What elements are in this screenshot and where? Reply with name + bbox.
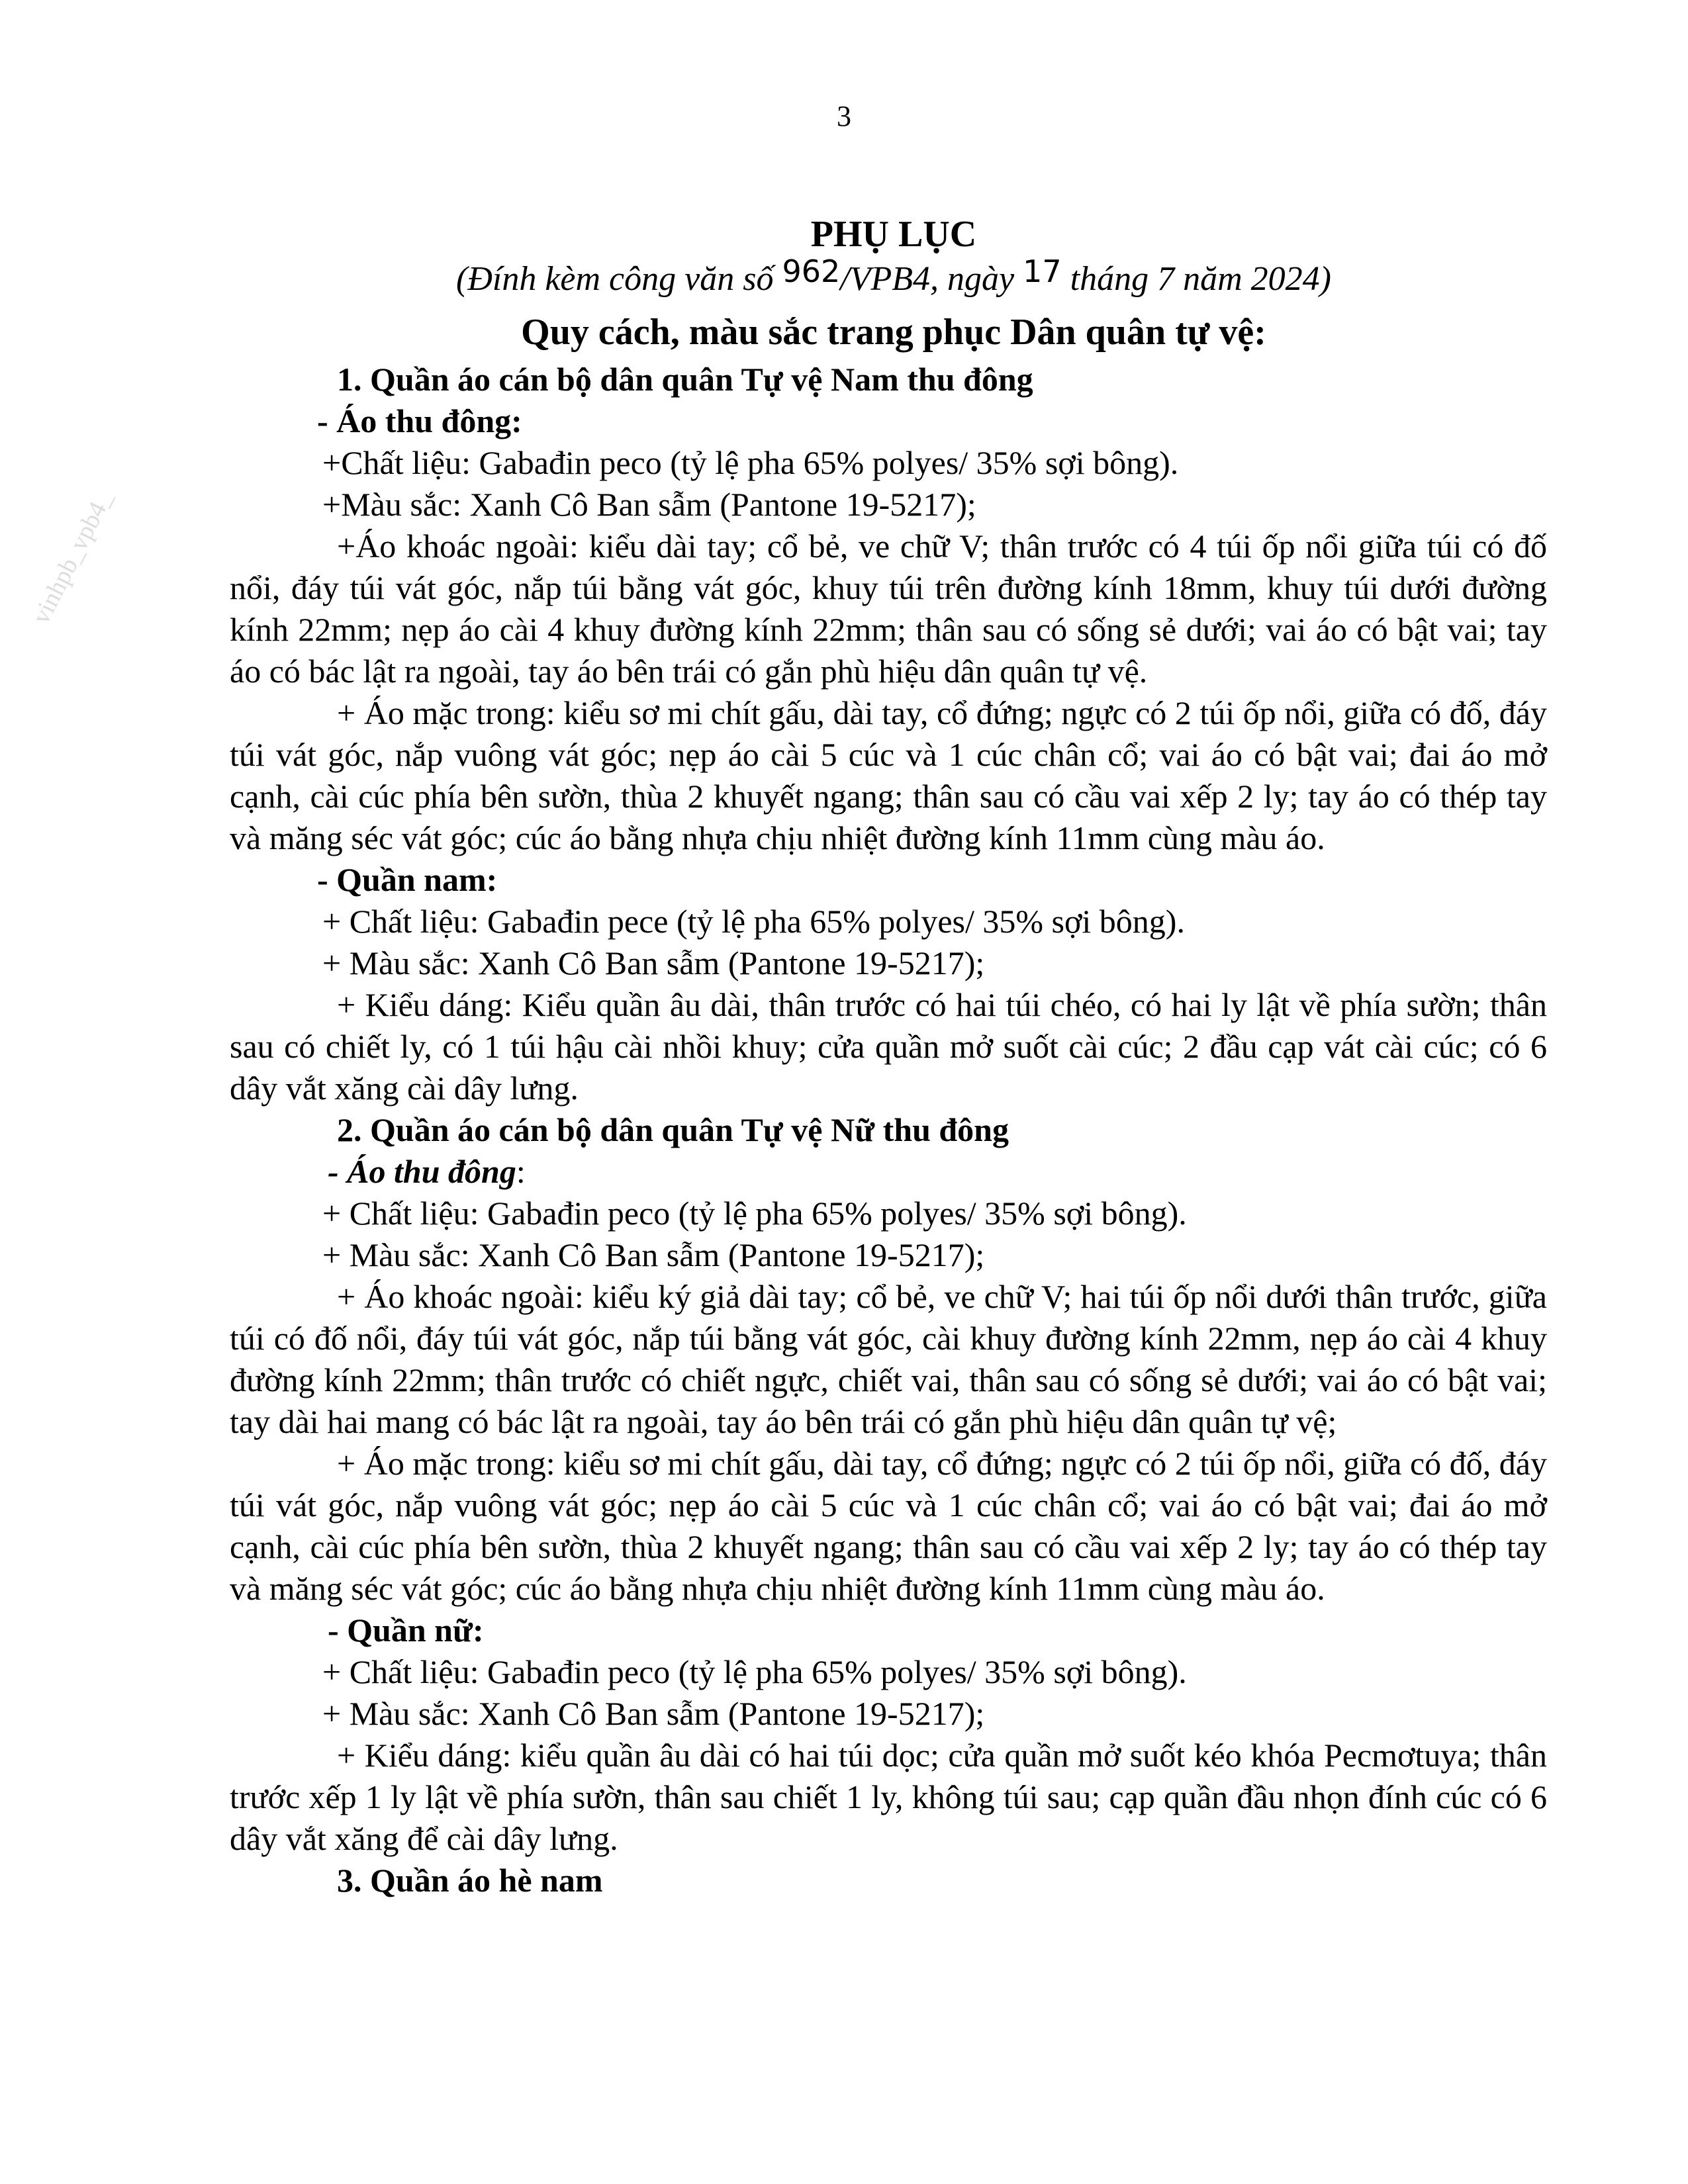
reference-number: 962 bbox=[782, 253, 841, 289]
spec-paragraph: + Áo khoác ngoài: kiểu ký giả dài tay; cổ bẻ, ve chữ V; hai túi ốp nổi dưới thân trước, giữa túi có đố nổi, đáy túi vát góc, nắp túi bằng vát góc, cài khuy đường kính 22mm, nẹp áo cài 4 khuy đường kính 22mm; thân trước có chiết ngực, chiết vai, thân sau có sống sẻ dưới; vai áo có bật vai; tay dài hai mang có bác lật ra ngoài, tay áo bên trái có gắn phù hiệu dân quân tự vệ; bbox=[230, 1278, 1547, 1440]
reference-prefix: (Đính kèm công văn số bbox=[456, 260, 774, 298]
spec-line: + Màu sắc: Xanh Cô Ban sẫm (Pantone 19-5217); bbox=[322, 1695, 985, 1732]
spec-line: + Màu sắc: Xanh Cô Ban sẫm (Pantone 19-5217); bbox=[322, 944, 985, 981]
spec-paragraph: + Kiểu dáng: kiểu quần âu dài có hai túi dọc; cửa quần mở suốt kéo khóa Pecmơtuya; thân trước xếp 1 ly lật về phía sườn, thân sau chiết 1 ly, không túi sau; cạp quần đầu nhọn đính cúc có 6 dây vắt xăng để cài dây lưng. bbox=[230, 1737, 1547, 1857]
spec-paragraph: + Áo mặc trong: kiểu sơ mi chít gấu, dài tay, cổ đứng; ngực có 2 túi ốp nổi, giữa có đố, đáy túi vát góc, nắp vuông vát góc; nẹp áo cài 5 cúc và 1 cúc chân cổ; vai áo có bật vai; đai áo mở cạnh, cài cúc phía bên sườn, thùa 2 khuyết ngang; thân sau có cầu vai xếp 2 ly; tay áo có thép tay và măng séc vát góc; cúc áo bằng nhựa chịu nhiệt đường kính 11mm cùng màu áo. bbox=[230, 694, 1547, 856]
reference-line bbox=[0, 253, 1688, 298]
subsection-heading bbox=[230, 1151, 1547, 1193]
page-number: 3 bbox=[837, 100, 851, 132]
document-body bbox=[230, 359, 1547, 1901]
spec-paragraph: + Kiểu dáng: Kiểu quần âu dài, thân trước có hai túi chéo, có hai ly lật về phía sườn; thân sau có chiết ly, có 1 túi hậu cài nhồi khuy; cửa quần mở suốt cài cúc; 2 đầu cạp vát cài cúc; có 6 dây vắt xăng cài dây lưng. bbox=[230, 986, 1547, 1107]
spec-line: + Chất liệu: Gabađin peco (tỷ lệ pha 65% polyes/ 35% sợi bông). bbox=[322, 1653, 1187, 1690]
appendix-title: PHỤ LỤC bbox=[810, 214, 977, 255]
subsection-heading: - Quần nam: bbox=[317, 861, 498, 898]
spec-paragraph: +Áo khoác ngoài: kiểu dài tay; cổ bẻ, ve chữ V; thân trước có 4 túi ốp nổi giữa túi có đố nổi, đáy túi vát góc, nắp túi bằng vát góc, khuy túi trên đường kính 18mm, khuy túi dưới đường kính 22mm; nẹp áo cài 4 khuy đường kính 22mm; thân sau có sống sẻ dưới; vai áo có bật vai; tay áo có bác lật ra ngoài, tay áo bên trái có gắn phù hiệu dân quân tự vệ. bbox=[230, 527, 1547, 690]
spec-line: + Màu sắc: Xanh Cô Ban sẫm (Pantone 19-5217); bbox=[322, 1236, 985, 1273]
spec-line: + Chất liệu: Gabađin peco (tỷ lệ pha 65% polyes/ 35% sợi bông). bbox=[322, 1195, 1187, 1232]
spec-line: + Chất liệu: Gabađin pece (tỷ lệ pha 65% polyes/ 35% sợi bông). bbox=[322, 903, 1185, 940]
spec-line: +Màu sắc: Xanh Cô Ban sẫm (Pantone 19-5217); bbox=[322, 486, 976, 523]
subsection-heading: - Áo thu đông: bbox=[317, 402, 522, 439]
section-heading: 1. Quần áo cán bộ dân quân Tự vệ Nam thu đông bbox=[337, 361, 1033, 398]
section-heading: 2. Quần áo cán bộ dân quân Tự vệ Nữ thu đông bbox=[337, 1111, 1009, 1148]
spec-paragraph: + Áo mặc trong: kiểu sơ mi chít gấu, dài tay, cổ đứng; ngực có 2 túi ốp nổi, giữa có đố, đáy túi vát góc, nắp vuông vát góc; nẹp áo cài 5 cúc và 1 cúc chân cổ; vai áo có bật vai; đai áo mở cạnh, cài cúc phía bên sườn, thùa 2 khuyết ngang; thân sau có cầu vai xếp 2 ly; tay áo có thép tay và măng séc vát góc; cúc áo bằng nhựa chịu nhiệt đường kính 11mm cùng màu áo. bbox=[230, 1445, 1547, 1607]
subsection-heading-text: - Áo thu đông bbox=[328, 1153, 516, 1190]
reference-middle: /VPB4, ngày bbox=[840, 260, 1015, 298]
watermark: vinhpb_vpb4_ bbox=[26, 486, 118, 629]
reference-suffix: tháng 7 năm 2024) bbox=[1070, 260, 1331, 298]
subsection-heading-colon: : bbox=[516, 1153, 526, 1190]
subsection-heading: - Quần nữ: bbox=[328, 1612, 484, 1649]
spec-line: +Chất liệu: Gabađin peco (tỷ lệ pha 65% polyes/ 35% sợi bông). bbox=[322, 444, 1179, 481]
document-subtitle: Quy cách, màu sắc trang phục Dân quân tự vệ: bbox=[521, 312, 1266, 353]
reference-day: 17 bbox=[1023, 253, 1062, 289]
section-heading: 3. Quần áo hè nam bbox=[337, 1862, 603, 1899]
